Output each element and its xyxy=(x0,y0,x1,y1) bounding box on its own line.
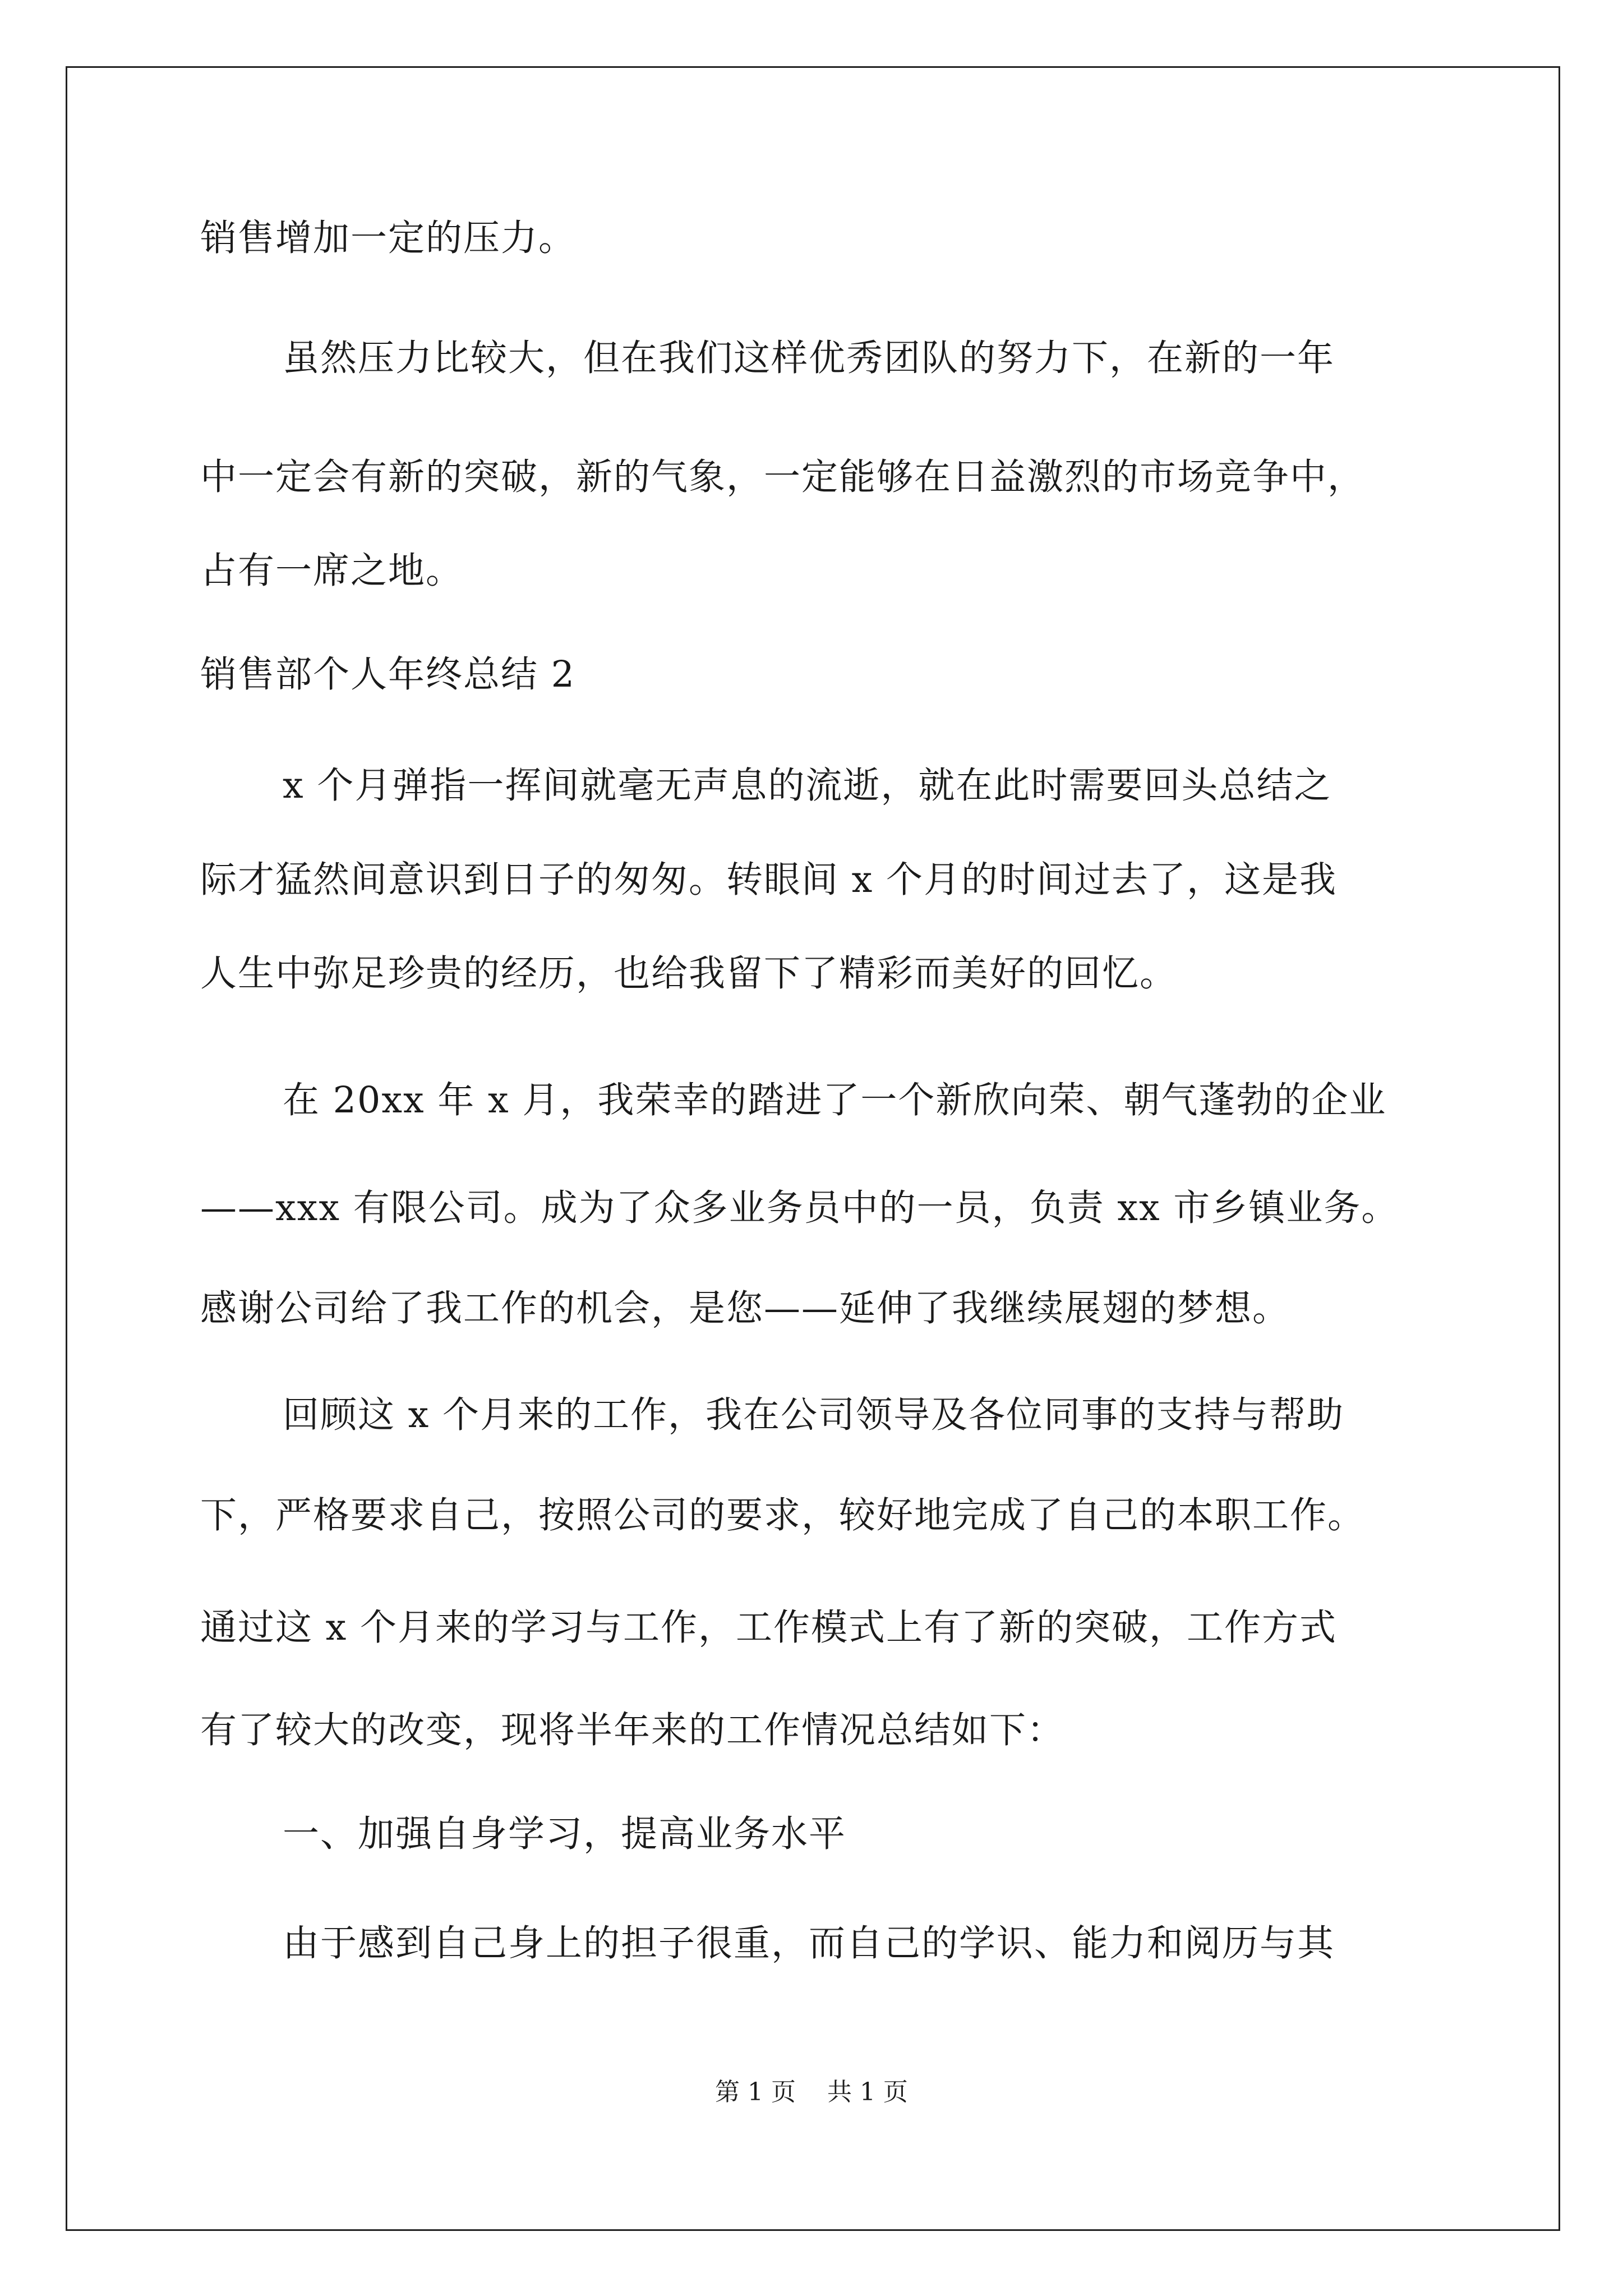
section-heading: 销售部个人年终总结 2 xyxy=(200,654,576,696)
paragraph-line: 由于感到自己身上的担子很重，而自己的学识、能力和阅历与其 xyxy=(283,1922,1335,1964)
paragraph-line: x 个月弹指一挥间就毫无声息的流逝，就在此时需要回头总结之 xyxy=(283,765,1332,807)
paragraph-line: 中一定会有新的突破，新的气象，一定能够在日益激烈的市场竞争中， xyxy=(200,456,1366,498)
paragraph-line: 际才猛然间意识到日子的匆匆。转眼间 x 个月的时间过去了，这是我 xyxy=(200,859,1337,901)
paragraph-line: 虽然压力比较大，但在我们这样优秀团队的努力下，在新的一年 xyxy=(283,337,1335,379)
paragraph-line: 回顾这 x 个月来的工作，我在公司领导及各位同事的支持与帮助 xyxy=(283,1394,1344,1436)
paragraph-line: 销售增加一定的压力。 xyxy=(200,217,577,259)
paragraph-line: ——xxx 有限公司。成为了众多业务员中的一员，负责 xx 市乡镇业务。 xyxy=(200,1187,1399,1229)
subsection-heading: 一、加强自身学习，提高业务水平 xyxy=(283,1813,847,1855)
page-footer: 第 1 页 共 1 页 xyxy=(715,2078,908,2106)
paragraph-line: 下，严格要求自己，按照公司的要求，较好地完成了自己的本职工作。 xyxy=(200,1494,1366,1536)
paragraph-line: 在 20xx 年 x 月，我荣幸的踏进了一个新欣向荣、朝气蓬勃的企业 xyxy=(283,1079,1387,1121)
page-frame xyxy=(66,66,1560,2231)
paragraph-line: 人生中弥足珍贵的经历，也给我留下了精彩而美好的回忆。 xyxy=(200,953,1178,995)
paragraph-line: 有了较大的改变，现将半年来的工作情况总结如下： xyxy=(200,1709,1065,1751)
paragraph-line: 占有一席之地。 xyxy=(200,550,464,592)
paragraph-line: 感谢公司给了我工作的机会，是您——延伸了我继续展翅的梦想。 xyxy=(200,1287,1290,1329)
paragraph-line: 通过这 x 个月来的学习与工作，工作模式上有了新的突破，工作方式 xyxy=(200,1607,1337,1649)
